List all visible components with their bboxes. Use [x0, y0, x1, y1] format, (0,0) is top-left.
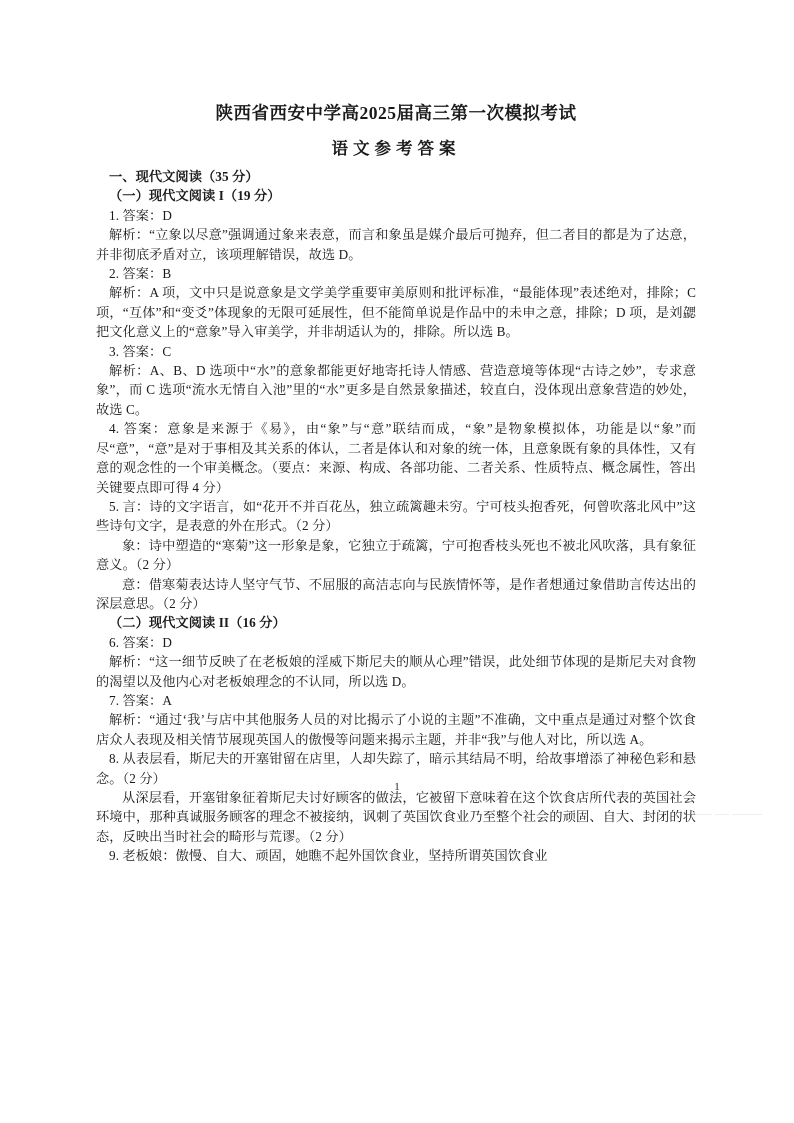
paragraph: （二）现代文阅读 II（16 分） — [109, 615, 286, 631]
paragraph: 7. 答案：A — [109, 692, 172, 708]
paragraph: 解析：“这一细节反映了在老板娘的淫威下斯尼夫的顺从心理”错误，此处细节体现的是斯尼夫对食物的渴望以及他内心对老板娘理念的不认同，所以选 D。 — [96, 654, 696, 689]
paragraph: 解析：A、B、D 选项中“水”的意象都能更好地寄托诗人情感、营造意境等体现“古诗之妙”，专求意象”，而 C 选项“流水无情自入池”里的“水”更多是自然景象描述，较直白，没体现出意象营造的妙处，故选 C。 — [96, 363, 696, 417]
paragraph: 9. 老板娘：傲慢、自大、顽固，她瞧不起外国饮食业，坚持所谓英国饮食业 — [109, 848, 548, 864]
page-number: 1 — [394, 781, 400, 793]
page-subtitle: 语文参考答案 — [331, 139, 461, 158]
paragraph: （一）现代文阅读 I（19 分） — [109, 188, 281, 204]
paragraph: 解析：A 项，文中只是说意象是文学美学重要审美原则和批评标准，“最能体现”表述绝对，排除；C 项，“互体”和“变爻”体现象的无限可延展性，但不能简单说是作品中的未申之意，排除；D 项，是刘勰把文化意义上的“意象”导入审美学，并非胡适认为的，排除。所以选 B。 — [96, 285, 696, 340]
paragraph: 6. 答案：D — [109, 634, 172, 650]
paragraph: 3. 答案：C — [109, 343, 172, 359]
page-title: 陕西省西安中学高2025届高三第一次模拟考试 — [215, 103, 577, 123]
paragraph: 解析：“通过‘我’与店中其他服务人员的对比揭示了小说的主题”不准确，文中重点是通过对整个饮食店众人表现及相关情节展现英国人的傲慢等问题来揭示主题，并非“我”与他人对比，所以选 A。 — [96, 712, 696, 747]
paragraph: 2. 答案：B — [109, 266, 172, 282]
paragraph: 1. 答案：D — [109, 207, 172, 223]
paragraph: 5. 言：诗的文字语言，如“花开不并百花丛，独立疏篱趣未穷。宁可枝头抱香死，何曾吹落北风中”这些诗句文字，是表意的外在形式。（2 分） — [96, 498, 696, 534]
paragraph: 象：诗中塑造的“寒菊”这一形象是象，它独立于疏篱，宁可抱香枝头死也不被北风吹落，具有象征意义。（2 分） — [96, 537, 696, 573]
paragraph: 8. 从表层看，斯尼夫的开塞钳留在店里，人却失踪了，暗示其结局不明，给故事增添了神秘色彩和悬念。（2 分） — [96, 751, 696, 786]
paragraph: 意：借寒菊表达诗人坚守气节、不屈服的高洁志向与民族情怀等，是作者想通过象借助言传达出的深层意思。（2 分） — [96, 576, 696, 611]
document-body — [96, 100, 696, 866]
scanner-artifact — [690, 805, 770, 819]
paragraph: 4. 答案：意象是来源于《易》，由“象”与“意”联结而成，“象”是物象模拟体，功能是以“象”而尽“意”，“意”是对于事相及其关系的体认，二者是体认和对象的统一体，且意象既有象的具体性，又有意的观念性的一个审美概念。（要点：来源、构成、各部功能、二者关系、性质特点、概念属性，答出关键要点即可得 4 分） — [96, 421, 696, 495]
paragraph: 从深层看，开塞钳象征着斯尼夫讨好顾客的做法，它被留下意味着在这个饮食店所代表的英国社会环境中，那种真诚服务顾客的理念不被接纳，讽刺了英国饮食业乃至整个社会的顽固、自大、封闭的状态，反映出当时社会的畸形与荒谬。（2 分） — [96, 790, 696, 844]
paragraph: 解析：“立象以尽意”强调通过象来表意，而言和象虽是媒介最后可抛弃，但二者目的都是为了达意，并非彻底矛盾对立，该项理解错误，故选 D。 — [96, 227, 696, 262]
paragraph: 一、现代文阅读（35 分） — [109, 169, 259, 184]
